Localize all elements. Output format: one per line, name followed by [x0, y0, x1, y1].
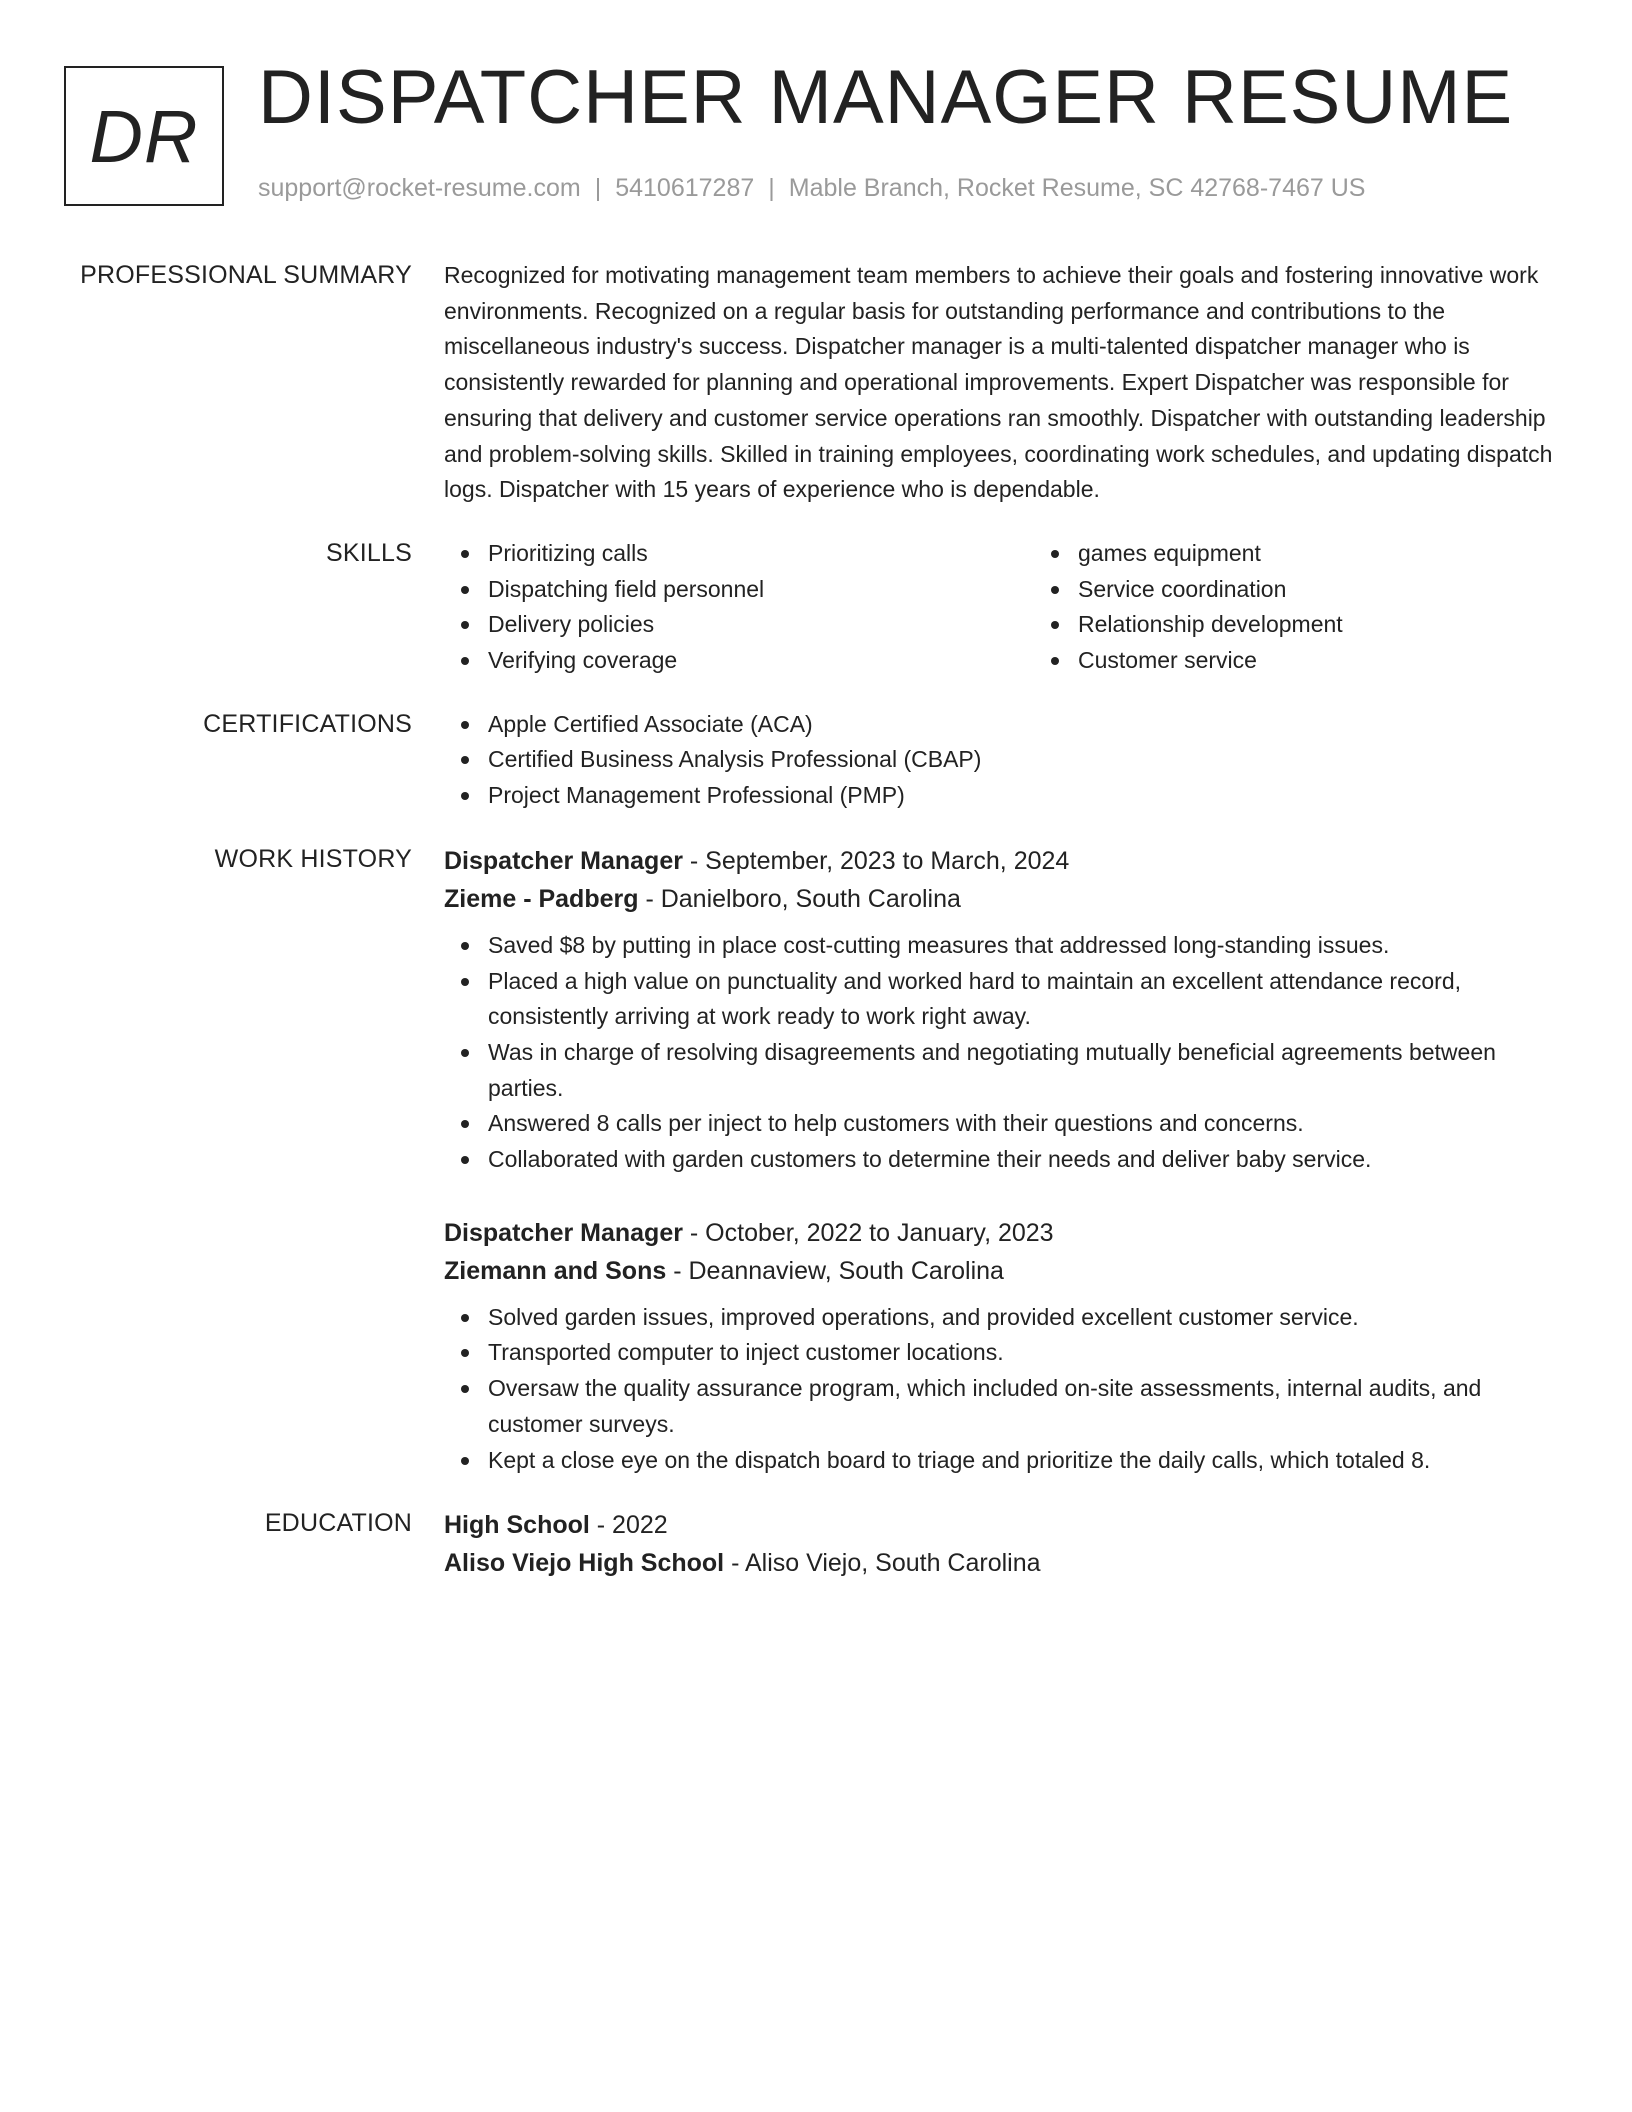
education-heading: EDUCATION [264, 1509, 412, 1538]
job-company: Zieme - Padberg [444, 884, 639, 913]
job-duty-item: Oversaw the quality assurance program, which included on-site assessments, internal audits, and customer surveys. [488, 1371, 1564, 1442]
job-entry [444, 1214, 1564, 1479]
skills-column-1 [444, 536, 1034, 679]
job-title-line [444, 842, 1564, 880]
skill-item: Relationship development [1078, 607, 1624, 643]
skill-item: Service coordination [1078, 572, 1624, 608]
job-dates: - September, 2023 to March, 2024 [682, 846, 1070, 875]
job-duty-item: Placed a high value on punctuality and worked hard to maintain an excellent attendance record, consistently arriving at work ready to work right away. [488, 964, 1564, 1035]
work-history-heading: WORK HISTORY [214, 844, 412, 873]
education-location: - Aliso Viejo, South Carolina [724, 1549, 1041, 1578]
education-degree: High School [444, 1511, 590, 1540]
skill-item: Delivery policies [488, 607, 1034, 643]
summary-section [64, 258, 1564, 508]
skill-item: Verifying coverage [488, 643, 1034, 679]
job-entry [444, 842, 1564, 1178]
contact-phone: 5410617287 [615, 174, 755, 202]
job-duties-list [444, 1300, 1564, 1479]
contact-separator: | [594, 174, 602, 202]
education-school-line [444, 1544, 1564, 1582]
contact-line [258, 174, 1365, 203]
skill-item: Customer service [1078, 643, 1624, 679]
education-body [444, 1506, 1564, 1582]
summary-text: Recognized for motivating management team members to achieve their goals and fostering innovative work environments. Recognized on a regular basis for outstanding performance and contributions to the miscellaneous industry's success. Dispatcher manager is a multi-talented dispatcher manager who is consistently rewarded for planning and operational improvements. Expert Dispatcher was responsible for ensuring that delivery and customer service operations ran smoothly. Dispatcher with outstanding leadership and problem-solving skills. Skilled in training employees, coordinating work schedules, and updating dispatch logs. Dispatcher with 15 years of experience who is dependable. [444, 262, 1553, 503]
job-duty-item: Transported computer to inject customer locations. [488, 1335, 1564, 1371]
resume-title: DISPATCHER MANAGER RESUME [258, 55, 1514, 140]
job-duty-item: Saved $8 by putting in place cost-cutting measures that addressed long-standing issues. [488, 928, 1564, 964]
job-dates: - October, 2022 to January, 2023 [682, 1218, 1054, 1247]
job-duty-item: Collaborated with garden customers to determine their needs and deliver baby service. [488, 1142, 1564, 1178]
job-location: - Danielboro, South Carolina [638, 884, 961, 913]
job-duties-list [444, 928, 1564, 1178]
skills-body [444, 536, 1624, 679]
education-year: - 2022 [589, 1511, 668, 1540]
resume-content [64, 258, 1564, 1610]
certifications-list [444, 707, 1564, 814]
skill-item: Prioritizing calls [488, 536, 1034, 572]
certification-item: Apple Certified Associate (ACA) [488, 707, 1564, 743]
job-location: - Deannaview, South Carolina [666, 1256, 1004, 1285]
skill-item: Dispatching field personnel [488, 572, 1034, 608]
education-school: Aliso Viejo High School [444, 1549, 725, 1578]
skills-heading: SKILLS [326, 538, 412, 567]
job-duty-item: Answered 8 calls per inject to help customers with their questions and concerns. [488, 1106, 1564, 1142]
job-company-line [444, 880, 1564, 918]
job-duty-item: Solved garden issues, improved operations, and provided excellent customer service. [488, 1300, 1564, 1336]
contact-address: Mable Branch, Rocket Resume, SC 42768-7467 US [788, 174, 1366, 202]
certifications-section [64, 707, 1564, 814]
education-degree-line [444, 1506, 1564, 1544]
job-title: Dispatcher Manager [444, 1218, 683, 1247]
summary-body [444, 258, 1564, 508]
skills-grid [444, 536, 1624, 679]
work-history-body [444, 842, 1564, 1478]
job-title: Dispatcher Manager [444, 846, 683, 875]
skill-item: games equipment [1078, 536, 1624, 572]
job-title-line [444, 1214, 1564, 1252]
job-duty-item: Kept a close eye on the dispatch board to triage and prioritize the daily calls, which totaled 8. [488, 1443, 1564, 1479]
job-company-line [444, 1252, 1564, 1290]
summary-heading: PROFESSIONAL SUMMARY [80, 261, 412, 289]
education-section [64, 1506, 1564, 1582]
job-duty-item: Was in charge of resolving disagreements and negotiating mutually beneficial agreements between parties. [488, 1035, 1564, 1106]
monogram-logo: DR [64, 66, 224, 206]
job-company: Ziemann and Sons [444, 1256, 667, 1285]
skills-column-2 [1034, 536, 1624, 679]
work-history-section [64, 842, 1564, 1478]
contact-separator: | [768, 174, 775, 202]
skills-section [64, 536, 1564, 679]
certification-item: Project Management Professional (PMP) [488, 778, 1564, 814]
certifications-heading: CERTIFICATIONS [203, 709, 412, 738]
certification-item: Certified Business Analysis Professional (CBAP) [488, 742, 1564, 778]
contact-email: support@rocket-resume.com [258, 174, 581, 202]
certifications-body [444, 707, 1564, 814]
